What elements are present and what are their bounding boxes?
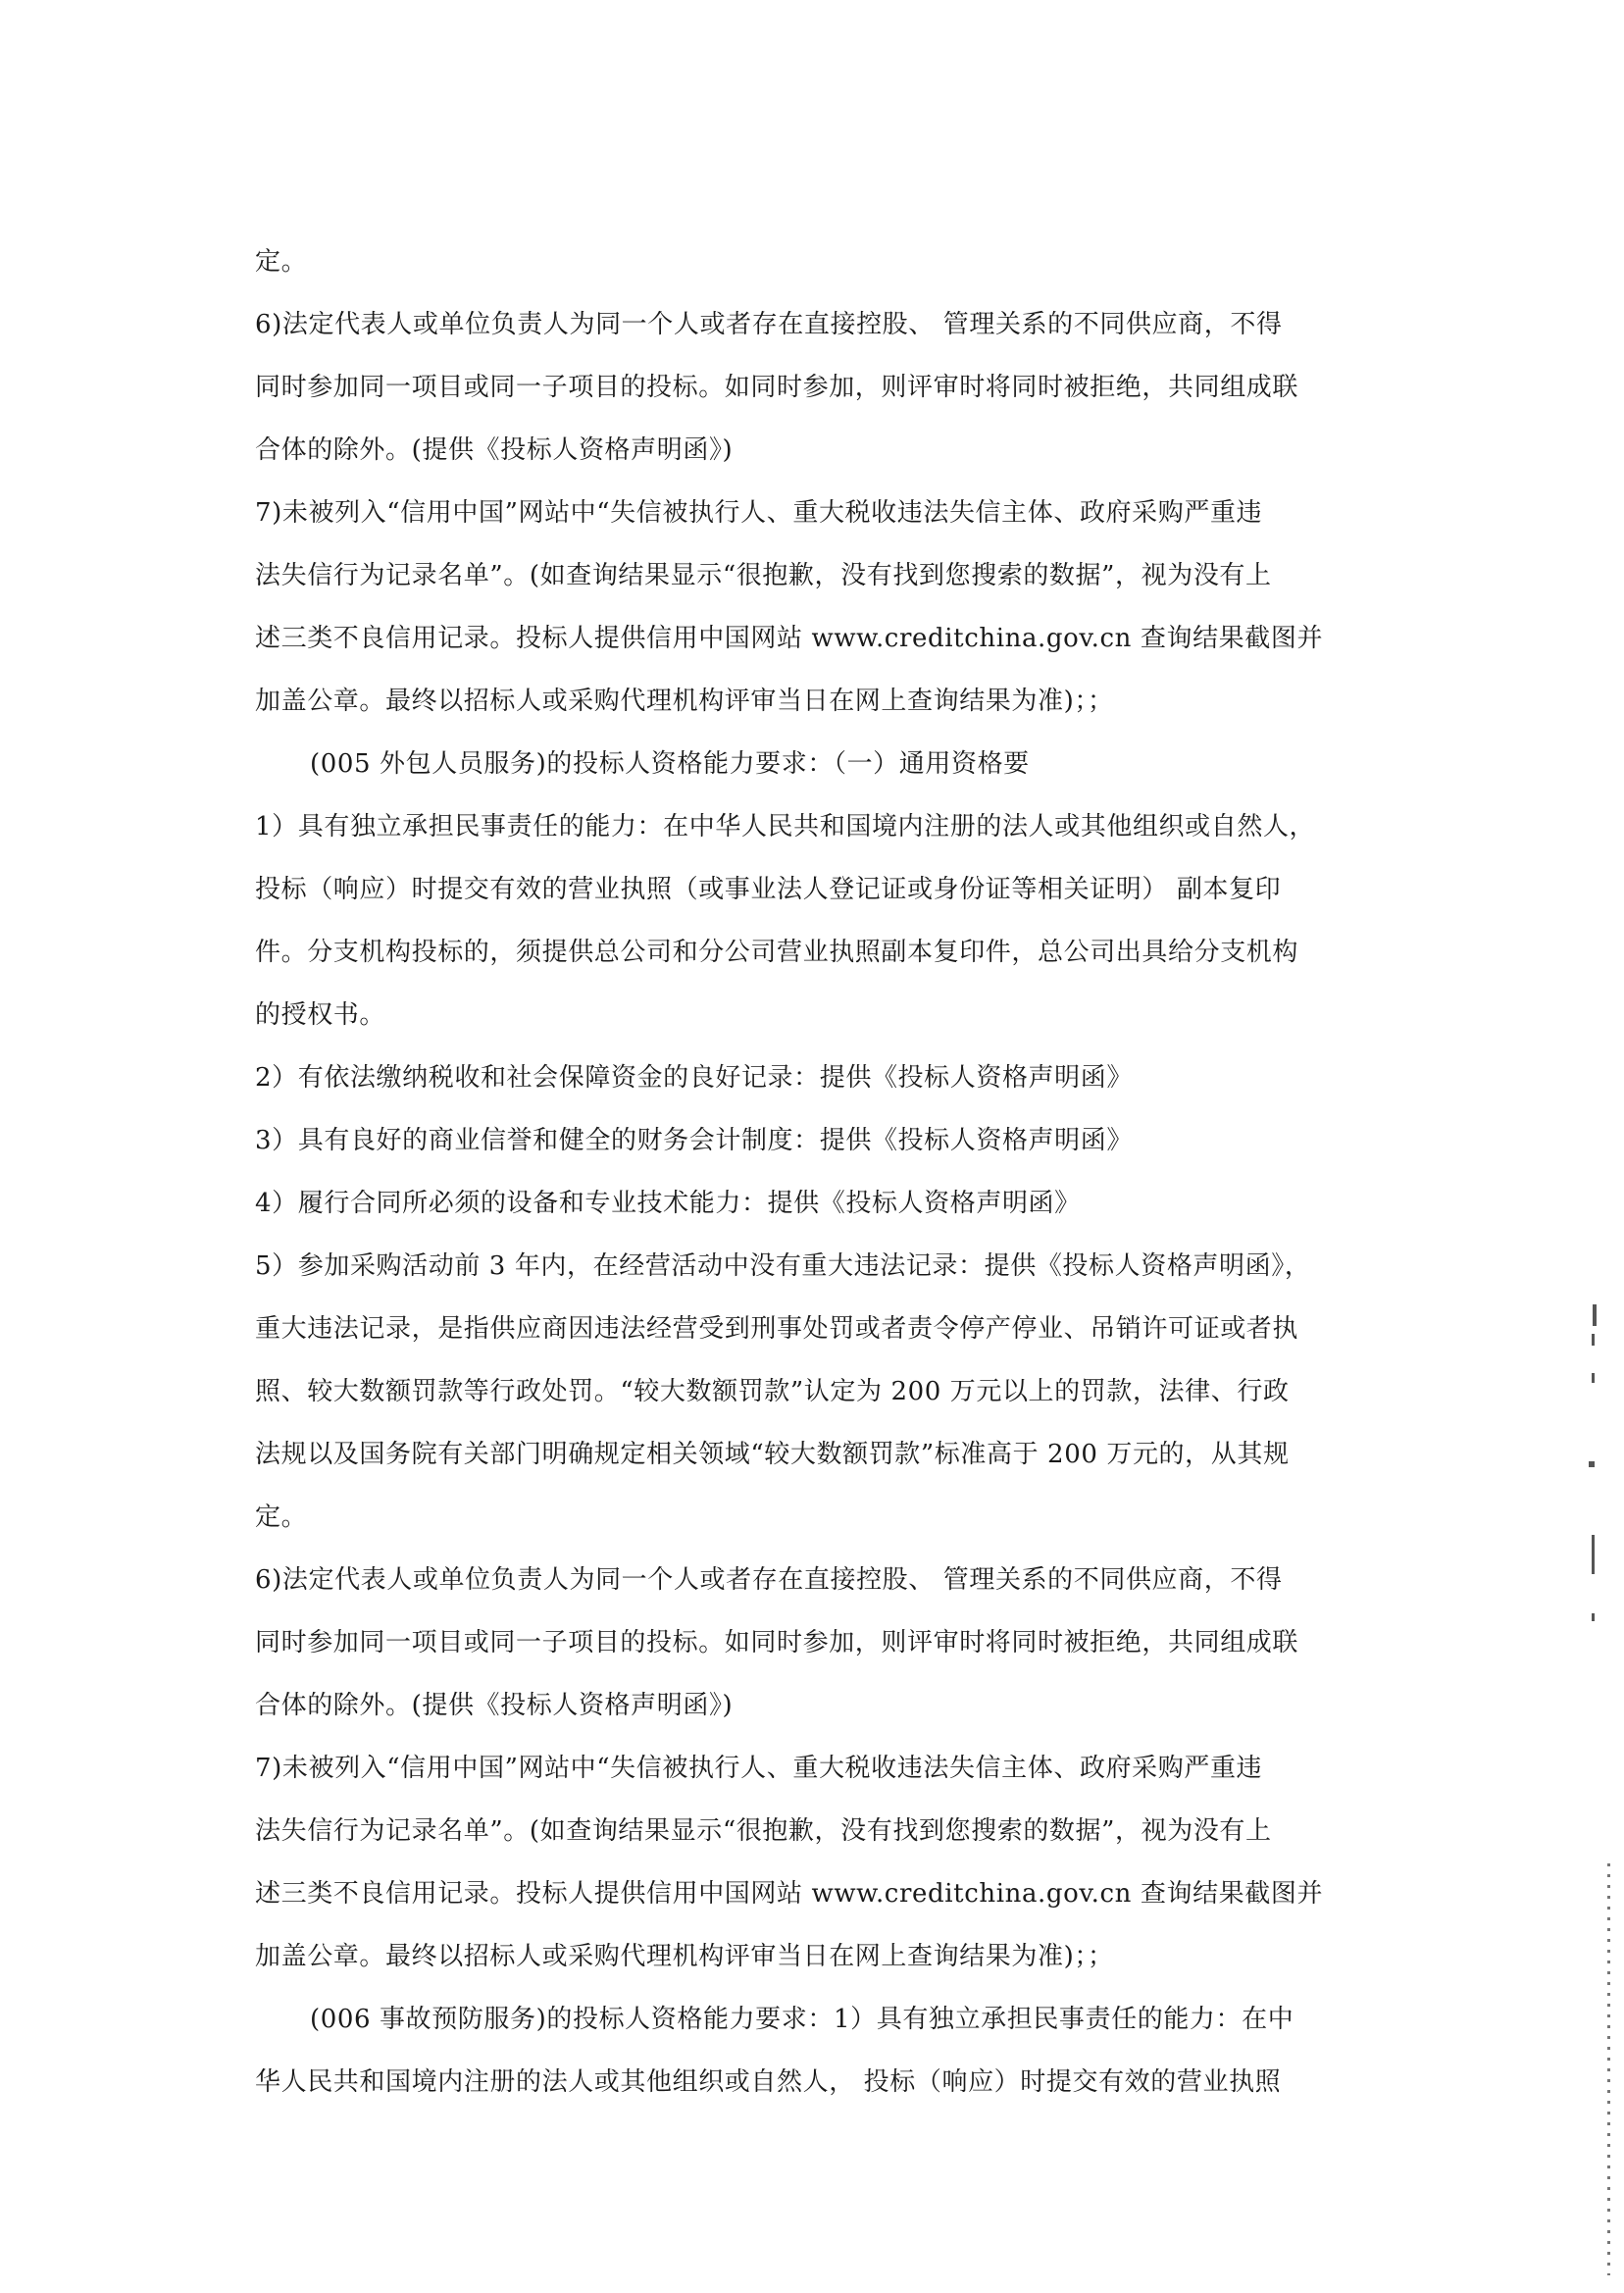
text-line: 同时参加同一项目或同一子项目的投标。如同时参加，则评审时将同时被拒绝，共同组成联 xyxy=(255,1628,1299,1657)
text-line: 合体的除外。(提供《投标人资格声明函》) xyxy=(255,435,734,465)
scan-mark xyxy=(1592,1373,1595,1383)
text-line: 1）具有独立承担民事责任的能力：在中华人民共和国境内注册的法人或其他组织或自然人， xyxy=(255,812,1316,841)
text-line: 6)法定代表人或单位负责人为同一个人或者存在直接控股、 管理关系的不同供应商，不得 xyxy=(255,310,1283,339)
text-line: 6)法定代表人或单位负责人为同一个人或者存在直接控股、 管理关系的不同供应商，不得 xyxy=(255,1565,1283,1595)
scan-mark xyxy=(1592,1535,1595,1574)
text-line: 定。 xyxy=(255,1503,308,1532)
text-line: 述三类不良信用记录。投标人提供信用中国网站 www.creditchina.gov.cn 查询结果截图并 xyxy=(255,1879,1324,1909)
text-line: 照、较大数额罚款等行政处罚。“较大数额罚款”认定为 200 万元以上的罚款，法律、行政 xyxy=(255,1377,1290,1406)
text-line: 2）有依法缴纳税收和社会保障资金的良好记录：提供《投标人资格声明函》 xyxy=(255,1063,1133,1093)
text-line: 合体的除外。(提供《投标人资格声明函》) xyxy=(255,1691,734,1720)
text-line: 件。分支机构投标的，须提供总公司和分公司营业执照副本复印件，总公司出具给分支机构 xyxy=(255,938,1299,967)
text-line: 加盖公章。最终以招标人或采购代理机构评审当日在网上查询结果为准)；； xyxy=(255,1942,1114,1971)
text-line: 7)未被列入“信用中国”网站中“失信被执行人、重大税收违法失信主体、政府采购严重违 xyxy=(255,498,1263,528)
scan-edge-dots xyxy=(1607,1863,1610,2275)
text-line: 华人民共和国境内注册的法人或其他组织或自然人， 投标（响应）时提交有效的营业执照 xyxy=(255,2067,1282,2097)
document-body xyxy=(255,230,1344,2114)
text-line: 法失信行为记录名单”。(如查询结果显示“很抱歉，没有找到您搜索的数据”，视为没有上 xyxy=(255,1816,1272,1846)
text-line: (005 外包人员服务)的投标人资格能力要求：（一）通用资格要 xyxy=(310,749,1030,779)
text-line: 4）履行合同所必须的设备和专业技术能力：提供《投标人资格声明函》 xyxy=(255,1189,1081,1218)
text-line: 述三类不良信用记录。投标人提供信用中国网站 www.creditchina.gov.cn 查询结果截图并 xyxy=(255,624,1324,653)
text-line: 3）具有良好的商业信誉和健全的财务会计制度：提供《投标人资格声明函》 xyxy=(255,1126,1133,1155)
text-line: 重大违法记录，是指供应商因违法经营受到刑事处罚或者责令停产停业、吊销许可证或者执 xyxy=(255,1314,1299,1344)
text-line: 7)未被列入“信用中国”网站中“失信被执行人、重大税收违法失信主体、政府采购严重违 xyxy=(255,1754,1263,1783)
text-line: 定。 xyxy=(255,247,308,277)
text-line: 投标（响应）时提交有效的营业执照（或事业法人登记证或身份证等相关证明） 副本复印 xyxy=(255,875,1282,904)
text-line: 同时参加同一项目或同一子项目的投标。如同时参加，则评审时将同时被拒绝，共同组成联 xyxy=(255,373,1299,402)
scan-mark xyxy=(1592,1613,1595,1621)
scan-mark xyxy=(1589,1461,1595,1467)
text-line: 的授权书。 xyxy=(255,1000,386,1030)
scan-mark xyxy=(1592,1334,1595,1346)
text-line: 法失信行为记录名单”。(如查询结果显示“很抱歉，没有找到您搜索的数据”，视为没有上 xyxy=(255,561,1272,590)
scan-mark xyxy=(1593,1304,1597,1326)
text-line: 加盖公章。最终以招标人或采购代理机构评审当日在网上查询结果为准)；； xyxy=(255,687,1114,716)
text-line: 法规以及国务院有关部门明确规定相关领域“较大数额罚款”标准高于 200 万元的，从其规 xyxy=(255,1440,1290,1469)
text-line: (006 事故预防服务)的投标人资格能力要求：1）具有独立承担民事责任的能力：在中 xyxy=(310,2005,1294,2034)
text-line: 5）参加采购活动前 3 年内，在经营活动中没有重大违法记录：提供《投标人资格声明函》， xyxy=(255,1251,1311,1281)
